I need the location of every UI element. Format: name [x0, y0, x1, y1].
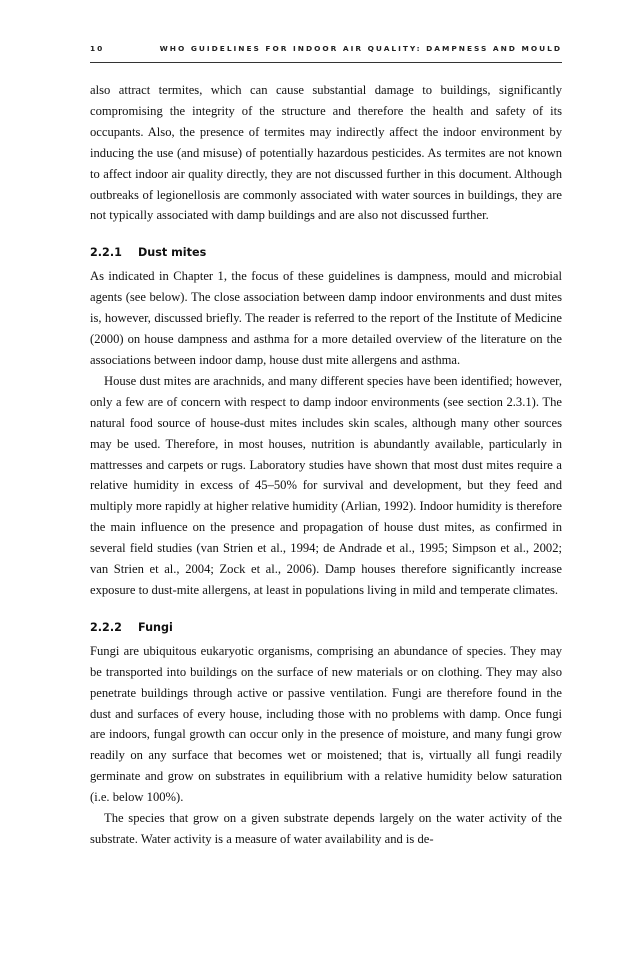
header-rule: [90, 62, 562, 63]
section-heading-fungi: [90, 615, 562, 641]
section-heading-dust-mites: [90, 240, 562, 266]
running-title: WHO GUIDELINES FOR INDOOR AIR QUALITY: DAMPNESS AND MOULD: [159, 44, 562, 53]
section-title: Dust mites: [138, 246, 207, 260]
paragraph-house-dust-mites: House dust mites are arachnids, and many different species have been identified; however, only a few are of concern with respect to damp indoor environments (see section 2.3.1). The natural food source of house-dust mites includes skin scales, although many other sources may be used. Therefore, in most houses, nutrition is abundantly available, particularly in mattresses and carpets or rugs. Laboratory studies have shown that most dust mites require a relative humidity in excess of 45–50% for survival and development, but they feed and multiply more rapidly at higher relative humidity (Arlian, 1992). Indoor humidity is therefore the main influence on the presence and propagation of house dust mites, as confirmed in several field studies (van Strien et al., 1994; de Andrade et al., 1995; Simpson et al., 2002; van Strien et al., 2004; Zock et al., 2006). Damp houses therefore significantly increase exposure to dust-mite allergens, at least in populations living in mild and temperate climates.: [90, 373, 562, 597]
paragraph-water-activity: The species that grow on a given substrate depends largely on the water activity of the substrate. Water activity is a measure of water availability and is de-: [90, 811, 562, 846]
body-text: [90, 80, 562, 850]
paragraph-fungi: Fungi are ubiquitous eukaryotic organisms, comprising an abundance of species. They may be transported into buildings on the surface of new materials or on clothing. They may also penetrate buildings through active or passive ventilation. Fungi are therefore found in the dust and surfaces of every house, including those with no problems with damp. Once fungi are indoors, fungal growth can occur only in the presence of moisture, and many fungi grow readily on any surface that becomes wet or moistened; that is, virtually all fungi readily germinate and grow on substrates in equilibrium with a relative humidity below saturation (i.e. below 100%).: [90, 643, 562, 805]
paragraph-dust-mites-intro: As indicated in Chapter 1, the focus of these guidelines is dampness, mould and microbial agents (see below). The close association between damp indoor environments and dust mites is, however, discussed briefly. The reader is referred to the report of the Institute of Medicine (2000) on house dampness and asthma for a more detailed overview of the literature on the associations between indoor damp, house dust mite allergens and asthma.: [90, 269, 562, 367]
page-number: 10: [90, 44, 105, 53]
section-title: Fungi: [138, 620, 173, 634]
paragraph-termites: also attract termites, which can cause substantial damage to buildings, significantly compromising the integrity of the structure and therefore the health and safety of its occupants. Also, the presence of termites may indirectly affect the indoor environment by inducing the use (and misuse) of potentially hazardous pesticides. As termites are not known to affect indoor air quality directly, they are not discussed further in this document. Although outbreaks of legionellosis are commonly associated with water sources in buildings, they are not typically associated with damp buildings and are also not discussed further.: [90, 83, 562, 223]
section-number: 2.2.2: [90, 620, 122, 634]
running-header: [90, 44, 562, 58]
section-number: 2.2.1: [90, 246, 122, 260]
